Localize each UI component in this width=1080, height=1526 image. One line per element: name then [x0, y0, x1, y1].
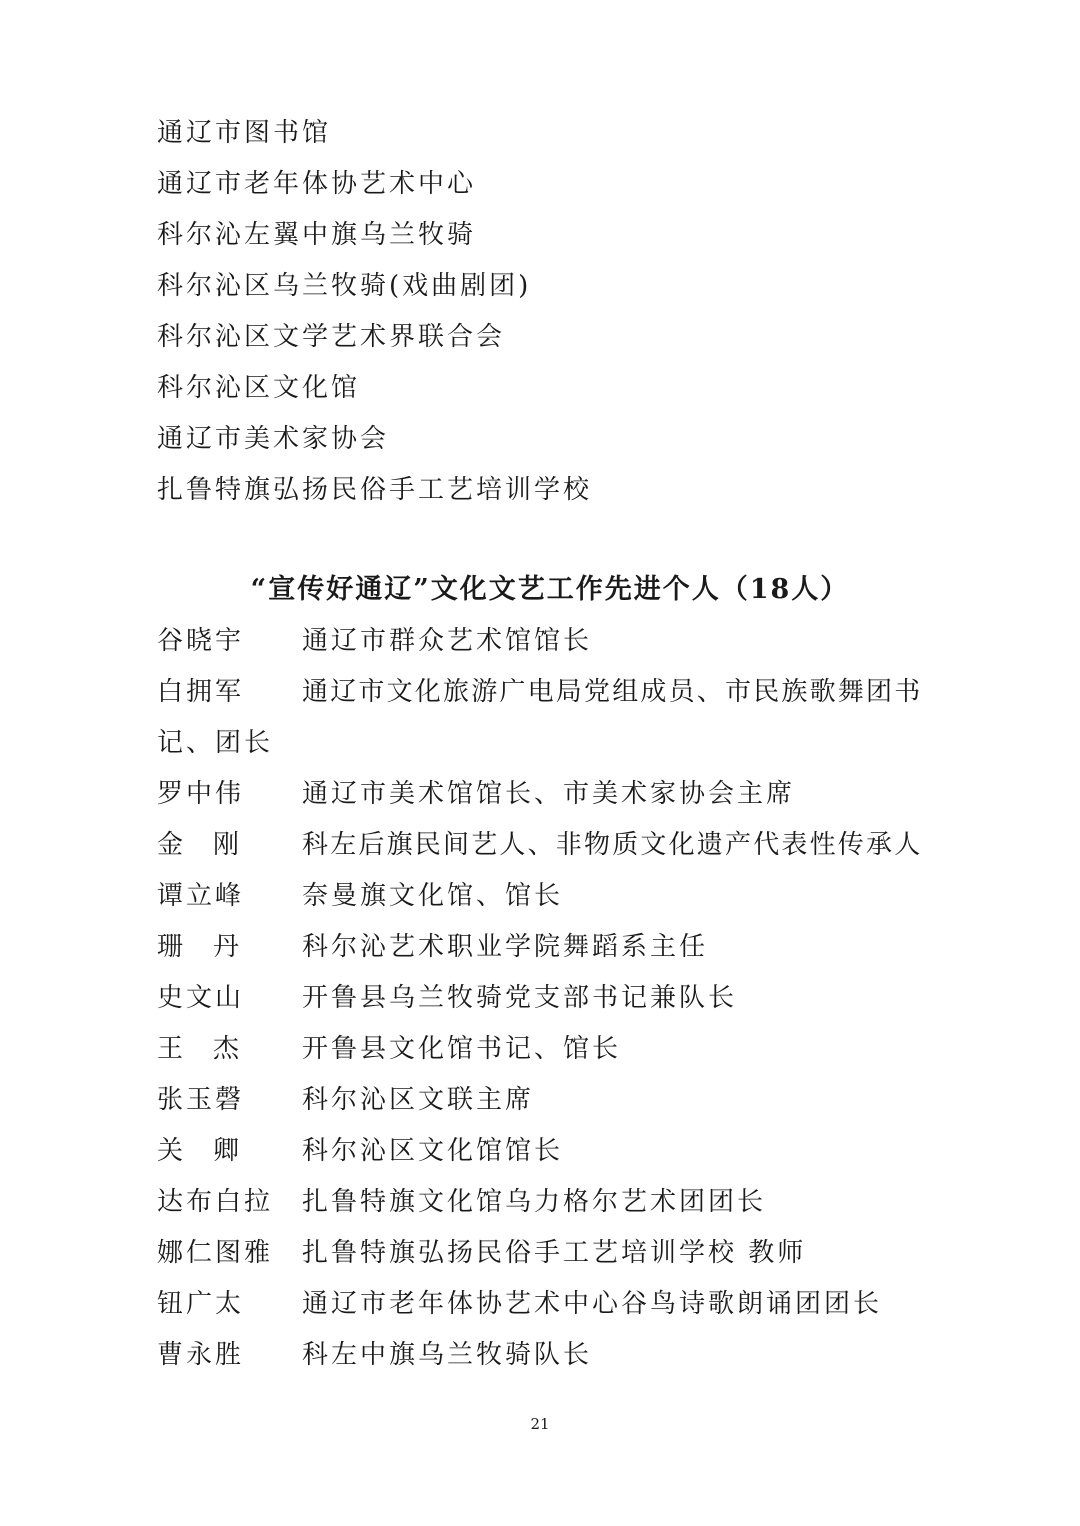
- person-row: [157, 1126, 937, 1177]
- organization-item: 科尔沁区乌兰牧骑(戏曲剧团): [157, 271, 532, 301]
- person-name: 钮广太: [157, 1289, 245, 1319]
- person-row: [157, 922, 937, 973]
- person-role: 科左中旗乌兰牧骑队长: [302, 1340, 593, 1370]
- person-name: 王杰: [157, 1034, 270, 1064]
- organization-item: 科尔沁区文化馆: [157, 373, 361, 403]
- section-title: “宣传好通辽”文化文艺工作先进个人（18人）: [250, 574, 850, 605]
- people-list: [157, 616, 937, 1381]
- person-role: 开鲁县乌兰牧骑党支部书记兼队长: [302, 983, 738, 1013]
- organization-list: [157, 108, 592, 516]
- person-name: 珊丹: [157, 932, 270, 962]
- person-role: 科尔沁区文联主席: [302, 1085, 535, 1115]
- person-row: [157, 1177, 937, 1228]
- person-role: 通辽市群众艺术馆馆长: [302, 626, 593, 656]
- person-name: 金刚: [157, 830, 270, 860]
- person-role: 扎鲁特旗弘扬民俗手工艺培训学校 教师: [302, 1238, 807, 1268]
- person-name: 谷晓宇: [157, 626, 245, 656]
- person-row: [157, 1075, 937, 1126]
- person-row: [157, 1024, 937, 1075]
- person-role: 通辽市美术馆馆长、市美术家协会主席: [302, 779, 796, 809]
- person-role: 通辽市文化旅游广电局党组成员、市民族歌舞团书: [302, 677, 923, 707]
- person-name: 关卿: [157, 1136, 270, 1166]
- organization-item: 扎鲁特旗弘扬民俗手工艺培训学校: [157, 475, 593, 505]
- person-name: 谭立峰: [157, 881, 245, 911]
- person-name: 白拥军: [157, 677, 245, 707]
- person-role-continuation: 记、团长: [157, 728, 274, 758]
- person-row: [157, 769, 937, 820]
- person-role: 奈曼旗文化馆、馆长: [302, 881, 564, 911]
- person-row: [157, 973, 937, 1024]
- person-role: 开鲁县文化馆书记、馆长: [302, 1034, 622, 1064]
- organization-item: 科尔沁区文学艺术界联合会: [157, 322, 506, 352]
- person-row: [157, 1330, 937, 1381]
- person-role: 科尔沁区文化馆馆长: [302, 1136, 564, 1166]
- person-name: 娜仁图雅: [157, 1238, 274, 1268]
- person-role: 科尔沁艺术职业学院舞蹈系主任: [302, 932, 709, 962]
- organization-item: 通辽市美术家协会: [157, 424, 390, 454]
- person-name: 张玉磬: [157, 1085, 245, 1115]
- person-row: [157, 616, 937, 667]
- person-name: 史文山: [157, 983, 245, 1013]
- person-row: [157, 820, 937, 871]
- person-role: 扎鲁特旗文化馆乌力格尔艺术团团长: [302, 1187, 767, 1217]
- person-name: 曹永胜: [157, 1340, 245, 1370]
- organization-item: 通辽市图书馆: [157, 118, 332, 148]
- person-row: [157, 871, 937, 922]
- person-row: [157, 1228, 937, 1279]
- person-role: 科左后旗民间艺人、非物质文化遗产代表性传承人: [302, 830, 923, 860]
- person-role: 通辽市老年体协艺术中心谷鸟诗歌朗诵团团长: [302, 1289, 883, 1319]
- organization-item: 通辽市老年体协艺术中心: [157, 169, 477, 199]
- page-number: 21: [530, 1415, 550, 1433]
- person-row: [157, 1279, 937, 1330]
- person-name: 罗中伟: [157, 779, 245, 809]
- person-row: [157, 667, 937, 718]
- person-name: 达布白拉: [157, 1187, 274, 1217]
- organization-item: 科尔沁左翼中旗乌兰牧骑: [157, 220, 477, 250]
